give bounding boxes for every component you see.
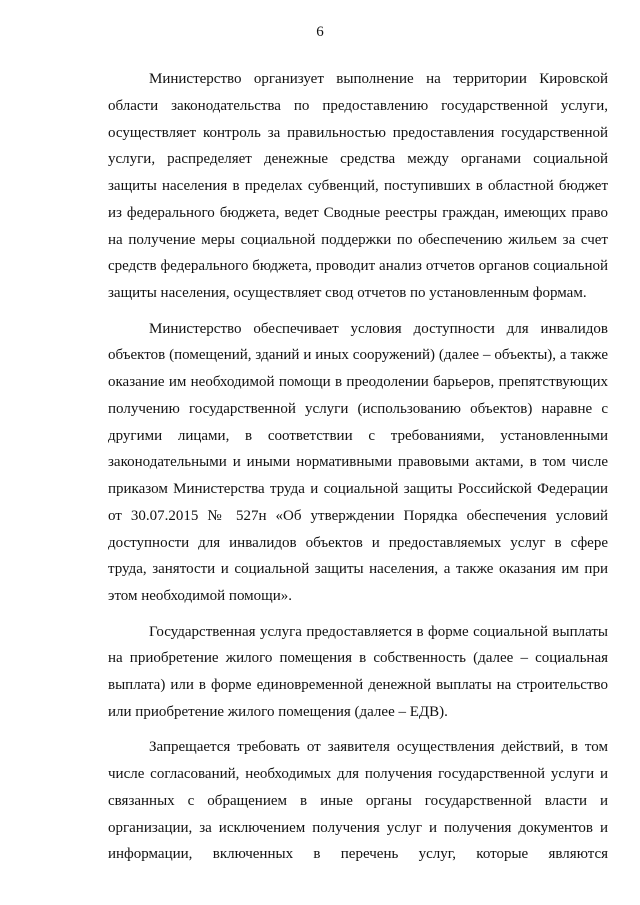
paragraph-prohibition: Запрещается требовать от заявителя осуществления действий, в том числе согласований, необходимых для получения государственной услуги и связанных с обращением в иные органы государственной власти и организации, за исключением получения услуг и получения документов и информации, включенных в перечень услуг, которые являются: [108, 739, 608, 863]
paragraph-ministry-organizes: Министерство организует выполнение на территории Кировской области законодательства по предоставлению государственной услуги, осуществляет контроль за правильностью предоставления государственной услуги, распределяет денежные средства между органами социальной защиты населения в пределах субвенций, поступивших в областной бюджет из федерального бюджета, ведет Сводные реестры граждан, имеющих право на получение меры социальной поддержки по обеспечению жильем за счет средств федерального бюджета, проводит анализ отчетов органов социальной защиты населения, осуществляет свод отчетов по установленным формам.: [108, 71, 608, 301]
paragraph-service-form: Государственная услуга предоставляется в форме социальной выплаты на приобретение жилого помещения в собственность (далее – социальная выплата) или в форме единовременной денежной выплаты на строительство или приобретение жилого помещения (далее – ЕДВ).: [108, 623, 608, 720]
paragraph-accessibility: Министерство обеспечивает условия доступности для инвалидов объектов (помещений, зданий и иных сооружений) (далее – объекты), а также оказание им необходимой помощи в преодолении барьеров, препятствующих получению государственной услуги (использованию объектов) наравне с другими лицами, в соответствии с требованиями, установленными законодательными и иными нормативными правовыми актами, в том числе приказом Министерства труда и социальной защиты Российской Федерации от 30.07.2015 № 527н «Об утверждении Порядка обеспечения условий доступности для инвалидов объектов и предоставляемых услуг в сфере труда, занятости и социальной защиты населения, а также оказания им при этом необходимой помощи».: [108, 320, 608, 605]
page-number: 6: [316, 24, 324, 40]
document-body: [108, 66, 608, 868]
